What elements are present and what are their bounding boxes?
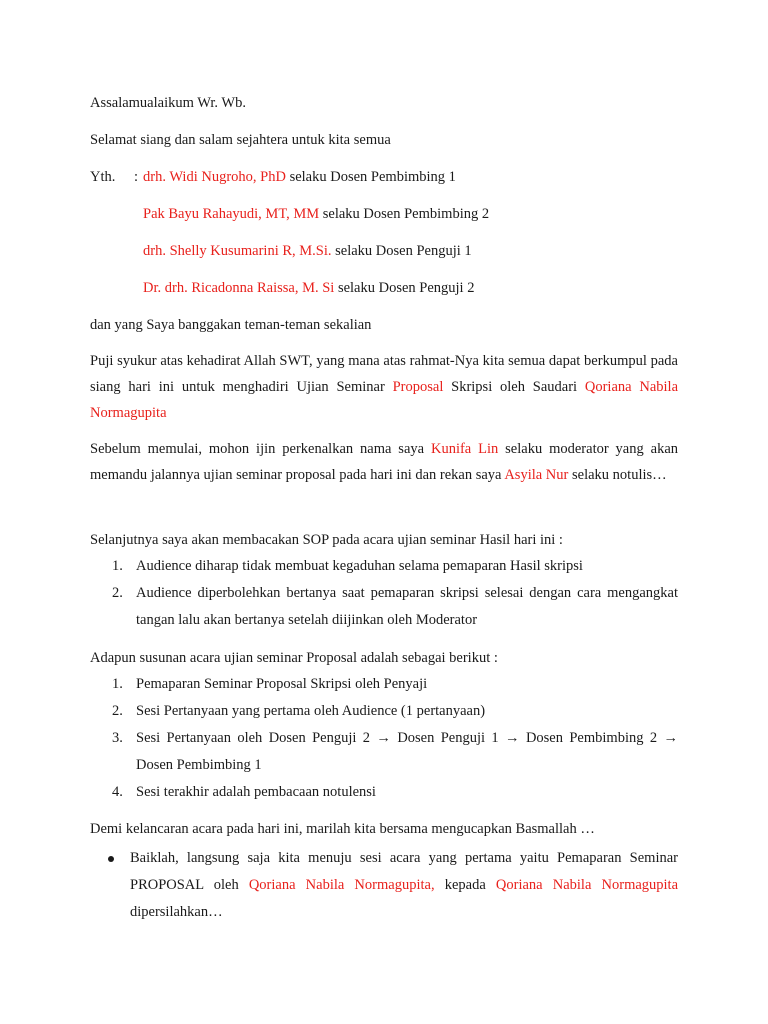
bullet-item	[108, 845, 678, 926]
addressee-3	[143, 241, 472, 261]
list-item	[112, 725, 678, 779]
list-text: Audience diperbolehkan bertanya saat pemaparan skripsi selesai dengan cara mengangkat tangan lalu akan bertanya setelah diijinkan oleh Moderator	[136, 585, 678, 628]
list-item	[112, 779, 678, 806]
list-item	[112, 553, 678, 580]
sop-heading: Selanjutnya saya akan membacakan SOP pada acara ujian seminar Hasil hari ini :	[90, 532, 563, 548]
praise-text: Puji syukur atas kehadirat Allah SWT, yang mana atas rahmat-Nya kita semua dapat berkumpul pada siang hari ini untuk menghadiri Ujian Seminar	[90, 353, 678, 395]
addressee-role: selaku Dosen Penguji 1	[331, 243, 472, 259]
presenter-name: Qoriana Nabila Normagupita	[90, 379, 678, 421]
bullet-text: dipersilahkan…	[130, 904, 223, 920]
addressee-name: drh. Widi Nugroho, PhD	[143, 169, 286, 185]
bullet-icon	[108, 856, 114, 862]
addressee-name: drh. Shelly Kusumarini R, M.Si.	[143, 243, 332, 259]
list-item	[112, 698, 678, 725]
salutation: Selamat siang dan salam sejahtera untuk kita semua	[90, 132, 391, 148]
moderator-name: Kunifa Lin	[430, 441, 499, 457]
intro-paragraph	[90, 436, 678, 488]
addressee-role: selaku Dosen Penguji 2	[334, 280, 475, 296]
addressee-role: selaku Dosen Pembimbing 2	[319, 206, 490, 222]
addressee-colon: :	[134, 169, 139, 185]
list-number: 2.	[112, 585, 123, 601]
bullet-text: kepada	[434, 877, 496, 893]
list-text: Sesi Pertanyaan oleh Dosen Penguji 2 → Dosen Penguji 1 → Dosen Pembimbing 2 → Dosen Pembimbing 1	[136, 730, 678, 773]
list-text: Audience diharap tidak membuat kegaduhan selama pemaparan Hasil skripsi	[136, 558, 583, 574]
presenter-name: Qoriana Nabila Normagupita	[495, 877, 679, 893]
list-number: 1.	[112, 558, 123, 574]
sop-list	[112, 553, 678, 634]
list-number: 4.	[112, 784, 123, 800]
presenter-name: Qoriana Nabila Normagupita,	[248, 877, 435, 893]
addressee-2	[143, 204, 489, 224]
addressee-label: Yth.	[90, 169, 116, 185]
agenda-heading: Adapun susunan acara ujian seminar Proposal adalah sebagai berikut :	[90, 650, 498, 666]
addressee-name: Pak Bayu Rahayudi, MT, MM	[143, 206, 320, 222]
addressee-role: selaku Dosen Pembimbing 1	[285, 169, 456, 185]
bullet-text: Baiklah, langsung saja kita menuju sesi acara yang pertama yaitu Pemaparan Seminar PROPOSAL oleh	[130, 850, 678, 893]
addressee-1	[143, 167, 456, 187]
friends-line: dan yang Saya banggakan teman-teman sekalian	[90, 317, 372, 333]
addressee-name: Dr. drh. Ricadonna Raissa, M. Si	[143, 280, 335, 296]
addressee-4	[143, 278, 474, 298]
praise-paragraph	[90, 348, 678, 426]
list-number: 3.	[112, 730, 123, 746]
agenda-list	[112, 671, 678, 806]
list-text: Sesi terakhir adalah pembacaan notulensi	[136, 784, 376, 800]
intro-text: selaku notulis…	[568, 467, 667, 483]
list-text: Pemaparan Seminar Proposal Skripsi oleh Penyaji	[136, 676, 428, 692]
intro-text: selaku moderator yang akan memandu jalannya ujian seminar proposal pada hari ini dan rekan saya	[90, 441, 679, 483]
notulis-name: Asyila Nur	[504, 467, 569, 483]
list-item	[112, 671, 678, 698]
basmallah-line: Demi kelancaran acara pada hari ini, marilah kita bersama mengucapkan Basmallah …	[90, 821, 595, 837]
list-number: 2.	[112, 703, 123, 719]
intro-text: Sebelum memulai, mohon ijin perkenalkan nama saya	[90, 441, 431, 457]
praise-highlight: Proposal	[392, 379, 444, 395]
list-text: Sesi Pertanyaan yang pertama oleh Audience (1 pertanyaan)	[136, 703, 486, 719]
praise-text: Skripsi oleh Saudari	[443, 379, 585, 395]
greeting: Assalamualaikum Wr. Wb.	[90, 95, 246, 111]
list-number: 1.	[112, 676, 123, 692]
list-item	[112, 580, 678, 634]
